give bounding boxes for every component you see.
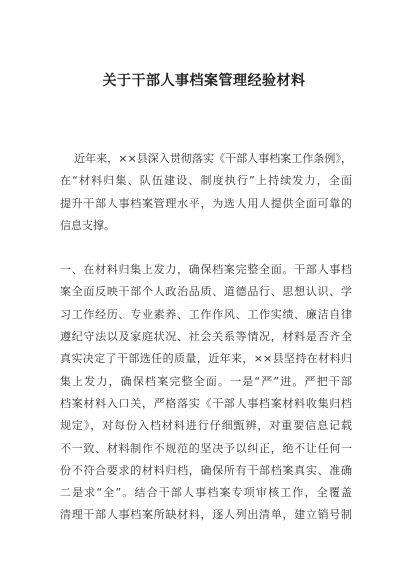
text-line: 真实决定了干部选任的质量，近年来，××县坚持在材料归 bbox=[60, 352, 352, 366]
text-line: 提升干部人事档案管理水平，为选人用人提供全面可靠的 bbox=[60, 196, 352, 210]
text-line: 不一致、材料制作不规范的坚决予以纠正，绝不让任何一 bbox=[60, 441, 352, 455]
text-line: 二是求“全”。结合干部人事档案专项审核工作，全覆盖 bbox=[60, 486, 352, 500]
text-line: 份不符合要求的材料归档，确保所有干部档案真实、准确 bbox=[60, 463, 352, 477]
paragraph-intro bbox=[60, 148, 352, 237]
text-line: 遵纪守法以及家庭状况、社会关系等情况，材料是否齐全 bbox=[60, 330, 352, 344]
text-line: 规定》，对每份入档材料进行仔细甄辨，对重要信息记载 bbox=[60, 419, 352, 433]
paragraph-section-one bbox=[60, 259, 352, 527]
paragraph-gap bbox=[60, 237, 352, 259]
text-line: 案全面反映干部个人政治品质、道德品行、思想认识、学 bbox=[60, 285, 352, 299]
text-line: 近年来，××县深入贯彻落实《干部人事档案工作条例》， bbox=[60, 152, 352, 165]
text-line: 信息支撑。 bbox=[60, 218, 115, 232]
text-line: 档案材料入口关，严格落实《干部人事档案材料收集归档 bbox=[60, 396, 352, 410]
document-title: 关于干部人事档案管理经验材料 bbox=[102, 73, 306, 89]
text-line: 清理干部人事档案所缺材料，逐人列出清单，建立销号制 bbox=[60, 508, 352, 522]
document-body bbox=[60, 148, 352, 527]
text-line: 集上发力，确保档案完整全面。一是“严”进。严把干部 bbox=[60, 374, 352, 388]
text-line: 一、在材料归集上发力，确保档案完整全面。干部人事档 bbox=[60, 263, 352, 277]
text-line: 在“材料归集、队伍建设、制度执行”上持续发力，全面 bbox=[60, 174, 352, 188]
text-line: 习工作经历、专业素养、工作作风、工作实绩、廉洁自律 bbox=[60, 307, 352, 321]
